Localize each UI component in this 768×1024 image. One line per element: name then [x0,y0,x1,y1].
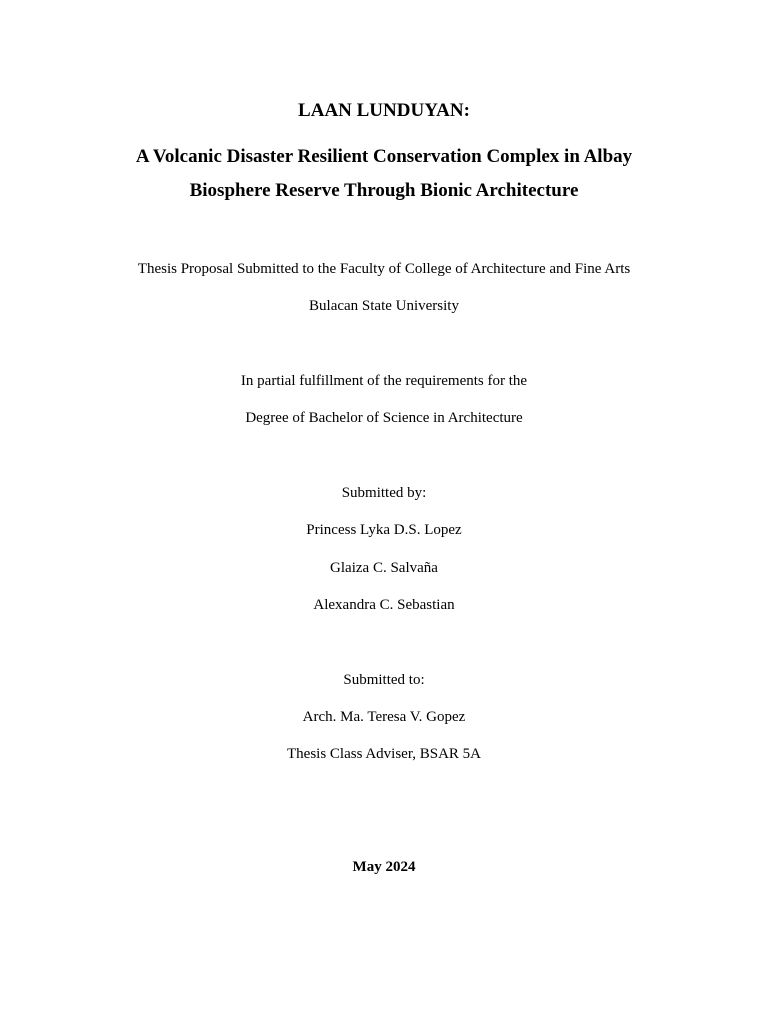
degree-name: Degree of Bachelor of Science in Architecture [245,410,523,426]
thesis-subtitle-line-2: Biosphere Reserve Through Bionic Architecture [189,180,579,201]
submitted-to-label: Submitted to: [343,672,425,688]
university-name: Bulacan State University [309,298,459,314]
fulfillment-line-1: In partial fulfillment of the requirements for the [240,373,528,389]
adviser-role: Thesis Class Adviser, BSAR 5A [287,746,481,762]
submission-statement: Thesis Proposal Submitted to the Faculty of College of Architecture and Fine Arts [137,261,631,277]
thesis-subtitle-line-1: A Volcanic Disaster Resilient Conservation Complex in Albay [135,146,633,167]
author-name: Alexandra C. Sebastian [313,597,455,613]
submission-date: May 2024 [352,859,416,875]
thesis-title: LAAN LUNDUYAN: [298,100,470,121]
author-name: Glaiza C. Salvaña [330,560,438,576]
adviser-name: Arch. Ma. Teresa V. Gopez [302,709,466,725]
submitted-by-label: Submitted by: [341,485,427,501]
author-name: Princess Lyka D.S. Lopez [306,522,462,538]
